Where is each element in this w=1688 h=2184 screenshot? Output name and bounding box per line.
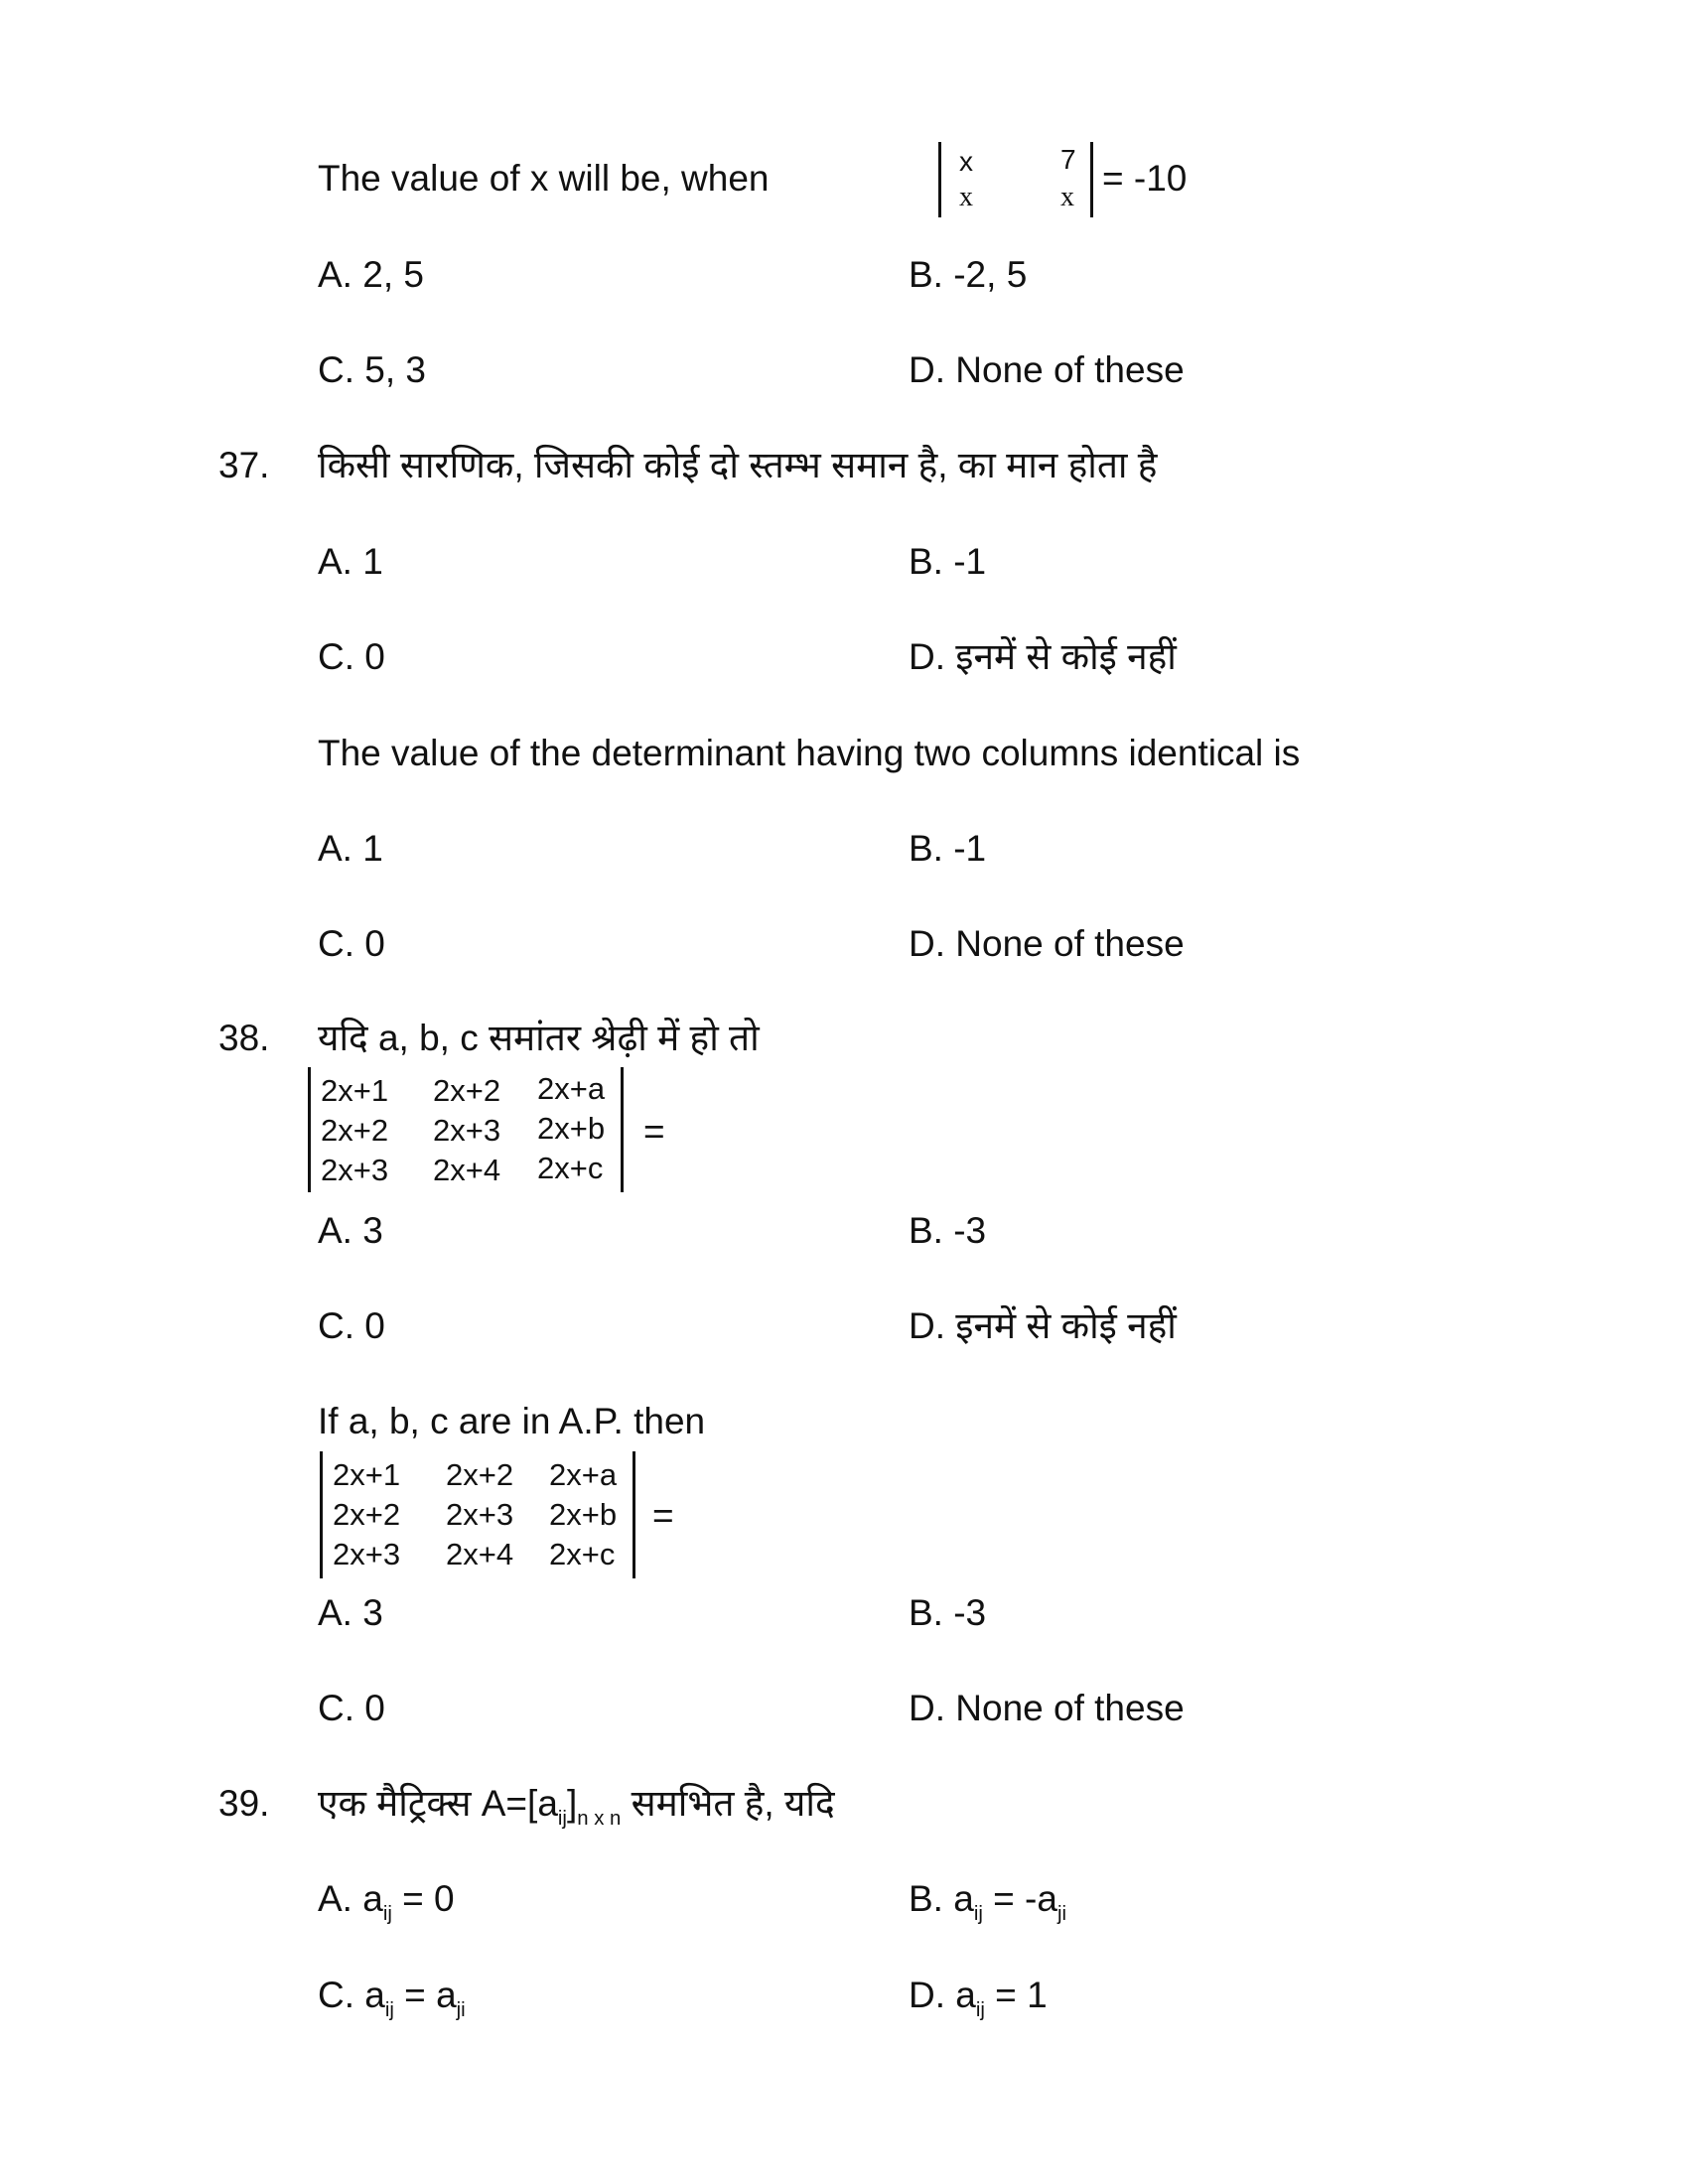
det-cell: x bbox=[959, 146, 973, 177]
q36-stem-en: The value of x will be, when bbox=[318, 158, 770, 199]
q37-hi-option-c: C. 0 bbox=[318, 636, 385, 677]
q36-determinant bbox=[938, 142, 1093, 217]
q39-option-d bbox=[909, 1974, 1048, 2022]
det-cell: 2x+a bbox=[537, 1071, 606, 1106]
q39-stem-hi bbox=[318, 1782, 835, 1831]
q39-sub-nxn: n x n bbox=[577, 1808, 622, 1831]
q38-hi-option-b: B. -3 bbox=[909, 1210, 987, 1251]
q36-option-c: C. 5, 3 bbox=[318, 349, 426, 390]
q39-stem-post: समभित है, यदि bbox=[621, 1783, 835, 1824]
det-cell: 7 bbox=[1060, 144, 1076, 175]
det-cell: 2x+b bbox=[549, 1497, 618, 1532]
q39-option-a bbox=[318, 1877, 455, 1926]
opt-text: B. a bbox=[909, 1878, 974, 1919]
opt-sub: ij bbox=[975, 1999, 985, 2022]
q38-en-option-d: D. None of these bbox=[909, 1688, 1185, 1728]
q38-hi-option-d: D. इनमें से कोई नहीं bbox=[909, 1305, 1177, 1346]
det-cell: 2x+c bbox=[549, 1537, 616, 1571]
det-cell: x bbox=[1060, 182, 1074, 212]
det-cell: 2x+b bbox=[537, 1111, 606, 1146]
opt-text: = a bbox=[393, 1975, 457, 2015]
det-cell: 2x+2 bbox=[333, 1497, 401, 1532]
det-cell: 2x+3 bbox=[333, 1537, 401, 1571]
opt-sub: ij bbox=[382, 1903, 392, 1926]
q38-number: 38. bbox=[218, 1018, 270, 1058]
q39-stem-pre: एक मैट्रिक्स A=[a bbox=[318, 1783, 558, 1824]
q39-stem-mid: ] bbox=[566, 1783, 578, 1824]
q37-hi-option-b: B. -1 bbox=[909, 541, 987, 582]
opt-text: = 0 bbox=[391, 1878, 455, 1919]
opt-text: = -a bbox=[982, 1878, 1057, 1919]
q39-number: 39. bbox=[218, 1783, 270, 1824]
q38-stem-hi: यदि a, b, c समांतर श्रेढ़ी में हो तो bbox=[318, 1018, 760, 1058]
det-cell: 2x+4 bbox=[433, 1153, 501, 1187]
det-cell: 2x+2 bbox=[321, 1113, 389, 1148]
q38-hi-option-c: C. 0 bbox=[318, 1305, 385, 1346]
det-cell: 2x+2 bbox=[446, 1457, 514, 1492]
q39-sub-ij: ij bbox=[557, 1808, 567, 1831]
q39-option-c bbox=[318, 1974, 466, 2022]
det-cell: 2x+a bbox=[549, 1457, 618, 1492]
q36-equals: = -10 bbox=[1102, 158, 1188, 199]
q37-hi-option-a: A. 1 bbox=[318, 541, 383, 582]
det-cell: 2x+1 bbox=[333, 1457, 401, 1492]
det-cell: 2x+c bbox=[537, 1151, 604, 1185]
q38-hi-option-a: A. 3 bbox=[318, 1210, 383, 1251]
q38-en-equals: = bbox=[652, 1495, 674, 1536]
det-cell: 2x+2 bbox=[433, 1073, 501, 1108]
q39-option-b bbox=[909, 1877, 1066, 1926]
q37-en-option-c: C. 0 bbox=[318, 923, 385, 964]
q37-en-option-a: A. 1 bbox=[318, 828, 383, 869]
opt-text: C. a bbox=[318, 1975, 385, 2015]
det-cell: 2x+4 bbox=[446, 1537, 514, 1571]
det-cell: 2x+1 bbox=[321, 1073, 389, 1108]
q36-option-d: D. None of these bbox=[909, 349, 1185, 390]
q38-en-option-a: A. 3 bbox=[318, 1592, 383, 1633]
q37-stem-en: The value of the determinant having two columns identical is bbox=[318, 733, 1301, 773]
det-cell: 2x+3 bbox=[321, 1153, 389, 1187]
q37-number: 37. bbox=[218, 445, 270, 485]
q37-hi-option-d: D. इनमें से कोई नहीं bbox=[909, 636, 1177, 677]
det-cell: 2x+3 bbox=[433, 1113, 501, 1148]
q38-en-determinant bbox=[320, 1451, 635, 1578]
opt-text: = 1 bbox=[984, 1975, 1048, 2015]
q37-en-option-b: B. -1 bbox=[909, 828, 987, 869]
q38-en-option-b: B. -3 bbox=[909, 1592, 987, 1633]
det-cell: x bbox=[959, 182, 973, 212]
q38-stem-en: If a, b, c are in A.P. then bbox=[318, 1401, 706, 1441]
q36-option-a: A. 2, 5 bbox=[318, 254, 424, 295]
opt-sub: ij bbox=[973, 1903, 983, 1926]
q38-hi-determinant bbox=[308, 1067, 624, 1192]
det-cell: 2x+3 bbox=[446, 1497, 514, 1532]
q36-option-b: B. -2, 5 bbox=[909, 254, 1028, 295]
opt-text: D. a bbox=[909, 1975, 976, 2015]
q37-stem-hi: किसी सारणिक, जिसकी कोई दो स्तम्भ समान है, का मान होता है bbox=[318, 445, 1158, 485]
q38-en-option-c: C. 0 bbox=[318, 1688, 385, 1728]
q38-hi-equals: = bbox=[643, 1111, 665, 1152]
q37-en-option-d: D. None of these bbox=[909, 923, 1185, 964]
opt-text: A. a bbox=[318, 1878, 383, 1919]
opt-sub: ji bbox=[1056, 1903, 1066, 1926]
opt-sub: ji bbox=[456, 1999, 466, 2022]
opt-sub: ij bbox=[384, 1999, 394, 2022]
